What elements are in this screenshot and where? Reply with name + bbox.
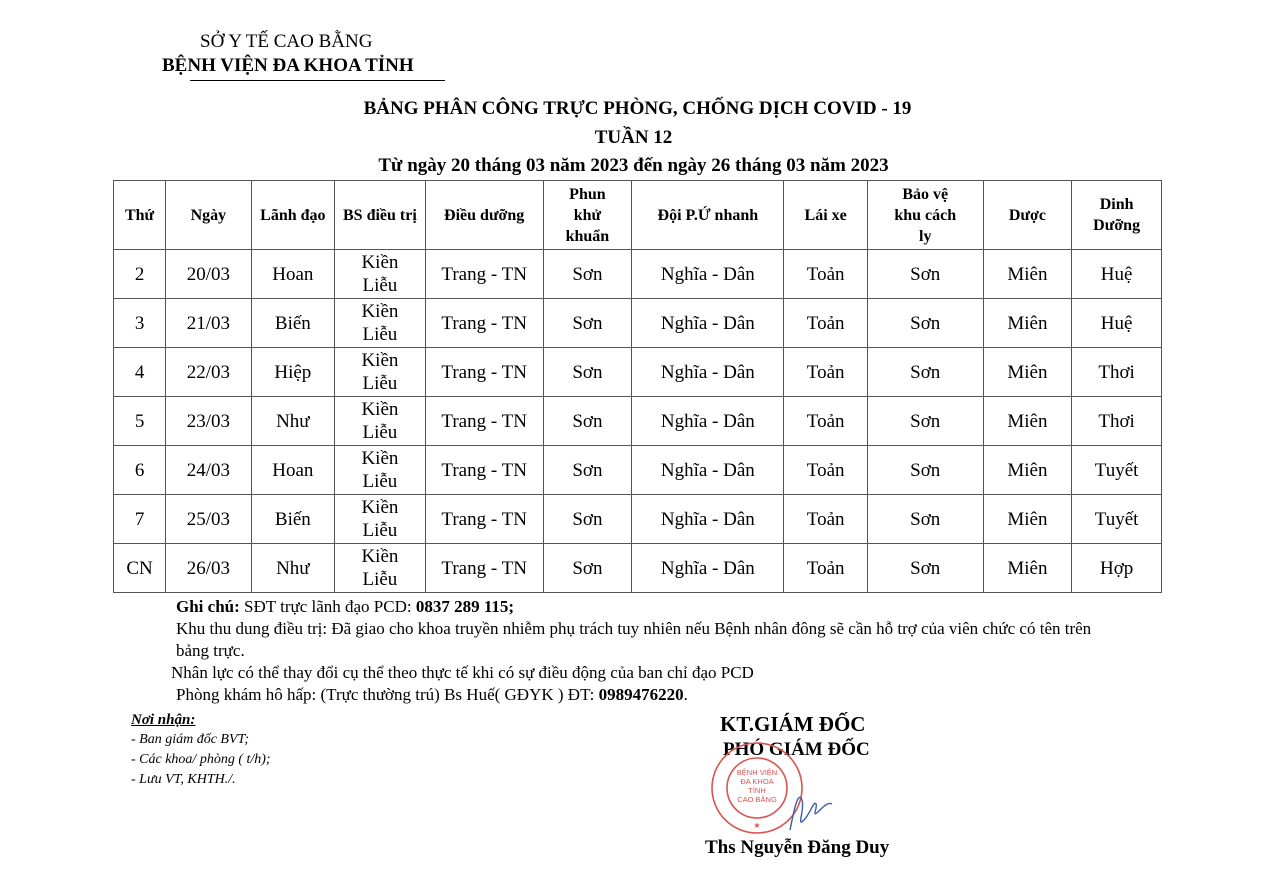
column-header	[166, 181, 252, 250]
seal-text-line: BỆNH VIỆN	[736, 768, 778, 777]
column-header-text: khử	[573, 206, 602, 224]
column-header	[632, 181, 784, 250]
table-cell: Sơn	[543, 348, 632, 397]
note-phone-text: SĐT trực lãnh đạo PCD:	[239, 597, 416, 616]
column-header	[983, 181, 1072, 250]
column-header-text: khu cách	[894, 206, 957, 224]
column-header	[543, 181, 632, 250]
table-cell: 7	[114, 495, 166, 544]
doctor-name: Kiền	[361, 301, 399, 322]
doctor-name: Kiền	[361, 497, 399, 518]
doctor-name: Kiền	[361, 350, 399, 371]
table-cell: 23/03	[166, 397, 252, 446]
column-header-text: Thứ	[124, 206, 155, 224]
table-cell: 24/03	[166, 446, 252, 495]
table-row	[114, 495, 1162, 544]
table-cell: Miên	[983, 348, 1072, 397]
note-phone-line	[176, 596, 1136, 618]
column-header-text: Đội P.Ứ nhanh	[657, 206, 759, 224]
table-cell: 26/03	[166, 544, 252, 593]
doctor-name: Kiền	[361, 546, 399, 567]
table-cell: Tuyết	[1072, 495, 1162, 544]
table-cell	[335, 495, 426, 544]
table-cell: Trang - TN	[425, 250, 543, 299]
leader-phone-number: 0837 289 115;	[415, 597, 515, 616]
column-header-text: Bảo vệ	[902, 185, 949, 203]
note-treatment-area: Khu thu dung điều trị: Đã giao cho khoa truyền nhiễm phụ trách tuy nhiên nếu Bệnh nhân đông sẽ cần hỗ trợ của viên chức có tên trên bảng trực.	[176, 619, 1092, 660]
table-row	[114, 446, 1162, 495]
signature-role: PHÓ GIÁM ĐỐC	[723, 739, 870, 760]
recipients-heading: Nơi nhận:	[131, 712, 196, 728]
table-cell: Sơn	[867, 544, 983, 593]
table-row	[114, 299, 1162, 348]
table-cell: Hợp	[1072, 544, 1162, 593]
org-underline	[190, 80, 445, 81]
table-cell: Như	[251, 544, 334, 593]
table-cell: Toản	[784, 250, 867, 299]
seal-text-line: ĐA KHOA	[740, 777, 774, 786]
table-cell: Hoan	[251, 446, 334, 495]
table-row	[114, 348, 1162, 397]
table-cell: Toản	[784, 348, 867, 397]
table-cell: Toản	[784, 397, 867, 446]
column-header-text: BS điều trị	[343, 206, 417, 224]
table-cell: 21/03	[166, 299, 252, 348]
table-row	[114, 544, 1162, 593]
note-respiratory-clinic	[176, 684, 1136, 706]
table-cell: 3	[114, 299, 166, 348]
table-cell	[335, 397, 426, 446]
table-cell: Nghĩa - Dân	[632, 348, 784, 397]
table-cell: Miên	[983, 495, 1072, 544]
table-cell: Huệ	[1072, 250, 1162, 299]
column-header-text: Lãnh đạo	[260, 206, 326, 224]
table-cell: Miên	[983, 299, 1072, 348]
table-cell: Sơn	[543, 446, 632, 495]
column-header-text: Phun	[569, 185, 606, 203]
table-cell: Sơn	[867, 348, 983, 397]
column-header	[1072, 181, 1162, 250]
table-cell	[335, 299, 426, 348]
table-cell	[335, 250, 426, 299]
doctor-name: Liễu	[362, 520, 398, 541]
doctor-name: Kiền	[361, 448, 399, 469]
table-cell: Nghĩa - Dân	[632, 397, 784, 446]
table-cell: Toản	[784, 446, 867, 495]
table-cell: Như	[251, 397, 334, 446]
table-header-row	[114, 181, 1162, 250]
table-cell: Miên	[983, 544, 1072, 593]
org-line-1: SỞ Y TẾ CAO BẰNG	[200, 31, 373, 52]
table-row	[114, 397, 1162, 446]
seal-text-line: TỈNH	[748, 786, 766, 795]
table-cell: 2	[114, 250, 166, 299]
table-cell: Trang - TN	[425, 348, 543, 397]
table-cell: Nghĩa - Dân	[632, 250, 784, 299]
week-label: TUẦN 12	[594, 127, 673, 148]
column-header-text: khuẩn	[565, 227, 610, 245]
table-cell: 4	[114, 348, 166, 397]
table-cell: Hoan	[251, 250, 334, 299]
table-cell: Toản	[784, 299, 867, 348]
document-title: BẢNG PHÂN CÔNG TRỰC PHÒNG, CHỐNG DỊCH COVID - 19	[363, 98, 912, 119]
column-header-text: Ngày	[190, 206, 227, 224]
column-header-text: Điều dưỡng	[444, 206, 525, 224]
table-cell: Nghĩa - Dân	[632, 495, 784, 544]
table-cell	[335, 446, 426, 495]
table-cell: Thơi	[1072, 348, 1162, 397]
doctor-name: Liễu	[362, 422, 398, 443]
table-cell: 5	[114, 397, 166, 446]
table-cell: Sơn	[867, 446, 983, 495]
table-cell: Toản	[784, 495, 867, 544]
table-cell: Toản	[784, 544, 867, 593]
recipient-item: - Các khoa/ phòng ( t/h);	[131, 752, 271, 767]
table-cell: 25/03	[166, 495, 252, 544]
notes-label: Ghi chú:	[176, 597, 240, 616]
table-cell: Trang - TN	[425, 446, 543, 495]
table-cell: Biến	[251, 495, 334, 544]
signature-title: KT.GIÁM ĐỐC	[720, 712, 866, 736]
recipients-block	[131, 710, 271, 790]
table-cell: Nghĩa - Dân	[632, 299, 784, 348]
table-cell: Miên	[983, 250, 1072, 299]
column-header-text: Lái xe	[804, 206, 847, 224]
table-body	[114, 250, 1162, 593]
date-range: Từ ngày 20 tháng 03 năm 2023 đến ngày 26 tháng 03 năm 2023	[378, 155, 889, 176]
seal-text-line: CAO BẰNG	[737, 795, 777, 804]
column-header	[335, 181, 426, 250]
table-cell: Huệ	[1072, 299, 1162, 348]
table-cell: 6	[114, 446, 166, 495]
column-header	[784, 181, 867, 250]
doctor-name: Liễu	[362, 373, 398, 394]
table-cell: Tuyết	[1072, 446, 1162, 495]
table-cell	[335, 544, 426, 593]
table-cell: Sơn	[867, 250, 983, 299]
table-cell: Trang - TN	[425, 299, 543, 348]
table-cell: 22/03	[166, 348, 252, 397]
table-cell: Nghĩa - Dân	[632, 446, 784, 495]
doctor-name: Liễu	[362, 324, 398, 345]
recipient-item: - Ban giám đốc BVT;	[131, 732, 250, 747]
table-cell: Hiệp	[251, 348, 334, 397]
table-cell: Nghĩa - Dân	[632, 544, 784, 593]
table-cell: Miên	[983, 446, 1072, 495]
table-cell: Sơn	[543, 250, 632, 299]
signer-name: Ths Nguyễn Đăng Duy	[705, 837, 890, 858]
doctor-name: Liễu	[362, 275, 398, 296]
column-header	[114, 181, 166, 250]
column-header-text: Dưỡng	[1093, 217, 1141, 234]
respiratory-clinic-phone: 0989476220	[598, 685, 684, 704]
table-cell: Sơn	[867, 397, 983, 446]
doctor-name: Kiền	[361, 399, 399, 420]
table-cell: Sơn	[543, 544, 632, 593]
table-cell: Sơn	[543, 299, 632, 348]
column-header-text: ly	[919, 227, 932, 245]
column-header	[425, 181, 543, 250]
doctor-name: Liễu	[362, 471, 398, 492]
column-header-text: Dược	[1008, 206, 1046, 224]
seal-star-icon: ★	[753, 821, 761, 830]
table-cell	[335, 348, 426, 397]
table-cell: Thơi	[1072, 397, 1162, 446]
duty-roster-table	[113, 180, 1162, 593]
table-cell: 20/03	[166, 250, 252, 299]
note-staffing: Nhân lực có thể thay đổi cụ thể theo thực tế khi có sự điều động của ban chỉ đạo PCD	[171, 663, 754, 682]
table-cell: Trang - TN	[425, 495, 543, 544]
table-cell: Sơn	[867, 299, 983, 348]
table-cell: Sơn	[543, 397, 632, 446]
doctor-name: Kiền	[361, 252, 399, 273]
table-cell: Biến	[251, 299, 334, 348]
table-cell: Sơn	[867, 495, 983, 544]
respiratory-clinic-text: Phòng khám hô hấp: (Trực thường trú) Bs Huế( GĐYK ) ĐT:	[176, 685, 599, 704]
table-cell: CN	[114, 544, 166, 593]
column-header-text: Dinh	[1099, 196, 1134, 213]
column-header	[251, 181, 334, 250]
org-line-2: BỆNH VIỆN ĐA KHOA TỈNH	[162, 55, 414, 76]
handwritten-signature-icon	[780, 780, 840, 840]
table-row	[114, 250, 1162, 299]
column-header	[867, 181, 983, 250]
table-cell: Miên	[983, 397, 1072, 446]
recipient-item: - Lưu VT, KHTH./.	[131, 772, 236, 787]
table-cell: Trang - TN	[425, 544, 543, 593]
table-cell: Trang - TN	[425, 397, 543, 446]
respiratory-clinic-end: .	[683, 685, 688, 704]
table-cell: Sơn	[543, 495, 632, 544]
notes-section	[171, 596, 1136, 706]
doctor-name: Liễu	[362, 569, 398, 590]
